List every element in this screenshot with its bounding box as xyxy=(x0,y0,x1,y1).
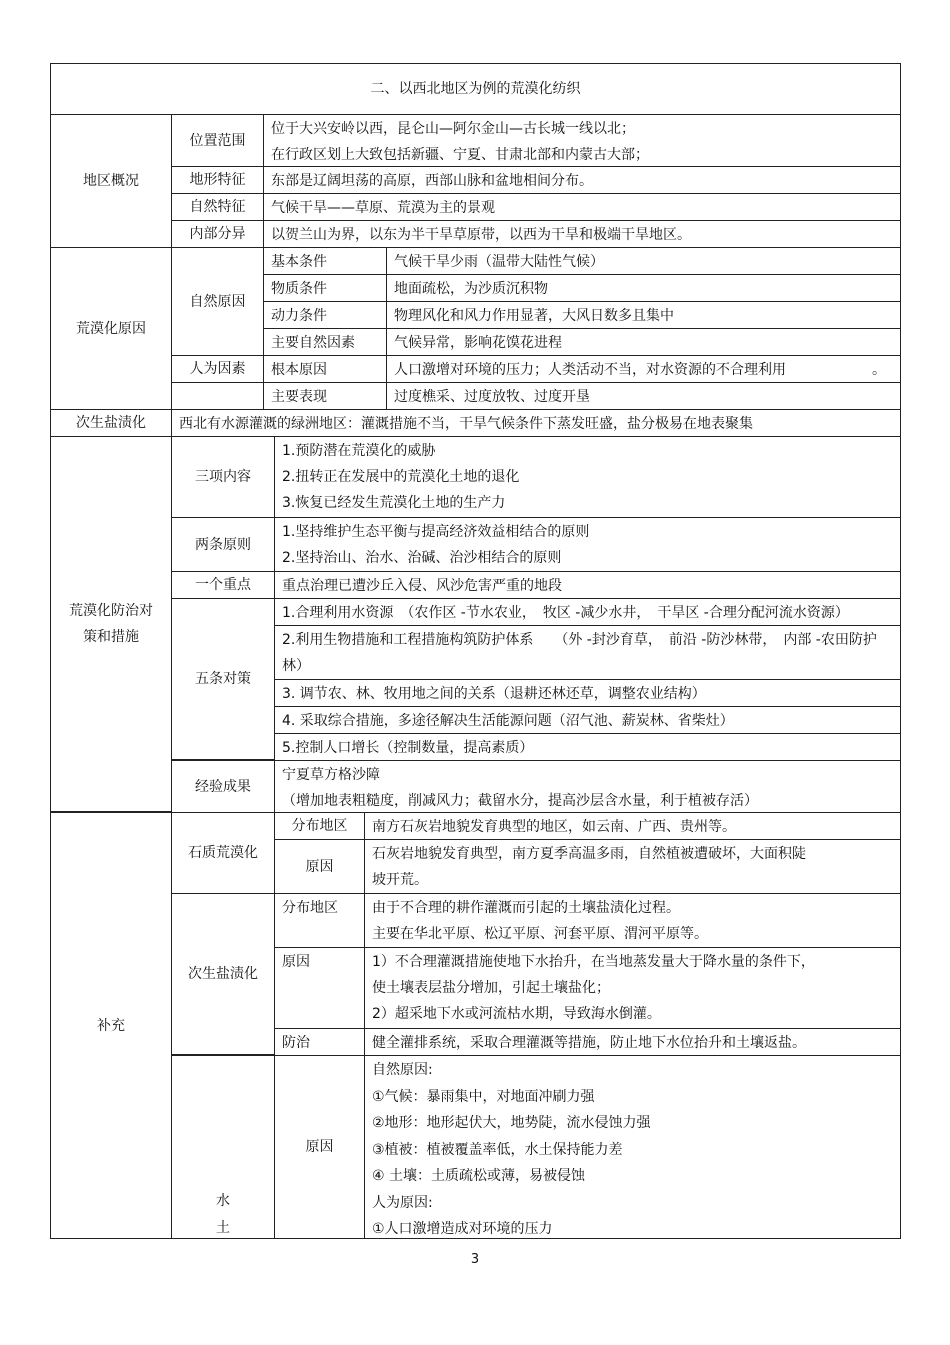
secondary-distribution-value: 由于不合理的耕作灌溉而引起的土壤盐渍化过程。 主要在华北平原、松辽平原、河套平原、渭河平原等。 xyxy=(364,893,901,948)
rocky-distribution-label: 分布地区 xyxy=(274,812,365,840)
natural-basic-value: 气候干旱少雨（温带大陆性气候） xyxy=(386,247,901,275)
measures-experience-label: 经验成果 xyxy=(171,760,275,813)
section-label-salinization: 次生盐渍化 xyxy=(50,409,172,437)
measures-three-label: 三项内容 xyxy=(171,436,275,518)
supplement-rocky-label: 石质荒漠化 xyxy=(171,812,275,894)
human-root-label: 根本原因 xyxy=(263,355,387,383)
section-label-causes: 荒漠化原因 xyxy=(50,247,172,410)
measures-two-value: 1.坚持维护生态平衡与提高经济效益相结合的原则 2.坚持治山、治水、治碱、治沙相结合的原则 xyxy=(274,517,901,572)
secondary-distribution-label: 分布地区 xyxy=(274,893,365,948)
table-title: 二、以西北地区为例的荒漠化纺织 xyxy=(50,63,901,115)
soil-cause-label: 原因 xyxy=(274,1055,365,1239)
salinization-value: 西北有水源灌溉的绿洲地区：灌溉措施不当，干旱气候条件下蒸发旺盛，盐分极易在地表聚集 xyxy=(171,409,901,437)
natural-material-value: 地面疏松，为沙质沉积物 xyxy=(386,274,901,302)
overview-label-internal: 内部分异 xyxy=(171,220,264,248)
measures-five-item-5: 5.控制人口增长（控制数量，提高素质） xyxy=(274,733,901,761)
measures-two-label: 两条原则 xyxy=(171,517,275,572)
measures-three-value: 1.预防潜在荒漠化的威胁 2.扭转正在发展中的荒漠化土地的退化 3.恢复已经发生荒漠化土地的生产力 xyxy=(274,436,901,518)
overview-label-location: 位置范围 xyxy=(171,114,264,167)
natural-main-label: 主要自然因素 xyxy=(263,328,387,356)
causes-human-spacer xyxy=(171,382,264,410)
rocky-cause-label: 原因 xyxy=(274,839,365,894)
natural-dynamic-value: 物理风化和风力作用显著，大风日数多且集中 xyxy=(386,301,901,329)
supplement-secondary-label: 次生盐渍化 xyxy=(171,893,275,1055)
overview-label-nature: 自然特征 xyxy=(171,193,264,221)
measures-five-item-4: 4. 采取综合措施，多途径解决生活能源问题（沼气池、薪炭林、省柴灶） xyxy=(274,706,901,734)
secondary-control-value: 健全灌排系统，采取合理灌溉等措施，防止地下水位抬升和土壤返盐。 xyxy=(364,1028,901,1056)
human-root-value: 人口激增对环境的压力；人类活动不当，对水资源的不合理利用 。 xyxy=(386,355,901,383)
measures-five-item-3: 3. 调节农、林、牧用地之间的关系（退耕还林还草，调整农业结构） xyxy=(274,679,901,707)
overview-value-nature: 气候干旱——草原、荒漠为主的景观 xyxy=(263,193,901,221)
natural-basic-label: 基本条件 xyxy=(263,247,387,275)
measures-one-value: 重点治理已遭沙丘入侵、风沙危害严重的地段 xyxy=(274,571,901,599)
section-label-overview: 地区概况 xyxy=(50,114,172,248)
causes-human-label: 人为因素 xyxy=(171,355,264,383)
secondary-control-label: 防治 xyxy=(274,1028,365,1056)
measures-experience-value: 宁夏草方格沙障 （增加地表粗糙度，削减风力；截留水分，提高沙层含水量，利于植被存活） xyxy=(274,760,901,813)
natural-material-label: 物质条件 xyxy=(263,274,387,302)
measures-five-item-1: 1.合理利用水资源 （农作区 -节水农业， 牧区 -减少水井， 干旱区 -合理分配河流水资源） xyxy=(274,598,901,626)
rocky-cause-value: 石灰岩地貌发育典型，南方夏季高温多雨，自然植被遭破坏，大面积陡 坡开荒。 xyxy=(364,839,901,894)
section-label-measures: 荒漠化防治对 策和措施 xyxy=(50,436,172,812)
rocky-distribution-value: 南方石灰岩地貌发育典型的地区，如云南、广西、贵州等。 xyxy=(364,812,901,840)
secondary-cause-label: 原因 xyxy=(274,947,365,1029)
overview-value-terrain: 东部是辽阔坦荡的高原，西部山脉和盆地相间分布。 xyxy=(263,166,901,194)
natural-main-value: 气候异常，影响花馍花进程 xyxy=(386,328,901,356)
natural-dynamic-label: 动力条件 xyxy=(263,301,387,329)
human-main-label: 主要表现 xyxy=(263,382,387,410)
causes-natural-label: 自然原因 xyxy=(171,247,264,356)
soil-cause-value: 自然原因: ①气候：暴雨集中，对地面冲刷力强 ②地形：地形起伏大，地势陡，流水侵蚀力强 ③植被：植被覆盖率低，水土保持能力差 ④ 土壤：土质疏松或薄，易被侵蚀 人为原因: ①人口激增造成对环境的压力 xyxy=(364,1055,901,1239)
human-main-value: 过度樵采、过度放牧、过度开垦 xyxy=(386,382,901,410)
overview-label-terrain: 地形特征 xyxy=(171,166,264,194)
overview-value-location: 位于大兴安岭以西，昆仑山—阿尔金山—古长城一线以北； 在行政区划上大致包括新疆、宁夏、甘肃北部和内蒙古大部； xyxy=(263,114,901,167)
secondary-cause-value: 1）不合理灌溉措施使地下水抬升，在当地蒸发量大于降水量的条件下， 使土壤表层盐分增加，引起土壤盐化； 2）超采地下水或河流枯水期，导致海水倒灌。 xyxy=(364,947,901,1029)
overview-value-internal: 以贺兰山为界，以东为半干旱草原带，以西为干旱和极端干旱地区。 xyxy=(263,220,901,248)
section-label-supplement: 补充 xyxy=(50,812,172,1239)
page-number: 3 xyxy=(470,1252,480,1267)
supplement-soil-label: 水 土 xyxy=(171,1055,275,1239)
measures-one-label: 一个重点 xyxy=(171,571,275,599)
measures-five-label: 五条对策 xyxy=(171,598,275,760)
measures-five-item-2: 2.利用生物措施和工程措施构筑防护体系 （外 -封沙育草， 前沿 -防沙林带， 内部 -农田防护林） xyxy=(274,625,901,680)
